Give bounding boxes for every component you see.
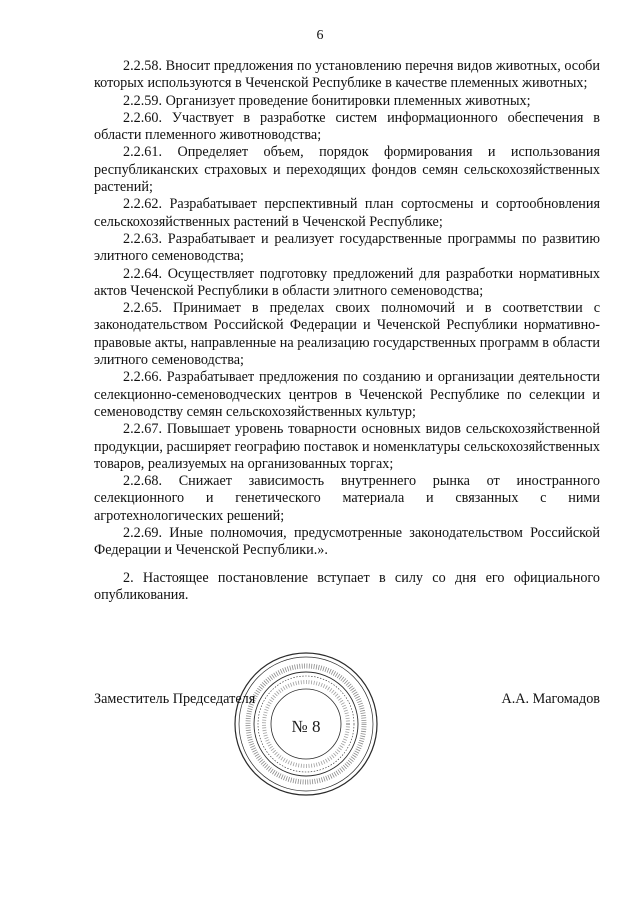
paragraph-2-2-60: 2.2.60. Участвует в разработке систем информационного обеспечения в области племенного животноводства; — [94, 109, 600, 144]
signature-position: Заместитель Председателя — [94, 691, 256, 707]
paragraph-2-2-64: 2.2.64. Осуществляет подготовку предложений для разработки нормативных актов Чеченской Республики в области элитного семеноводства; — [94, 265, 600, 299]
seal-number: № 8 — [291, 717, 321, 736]
paragraph-2-2-68: 2.2.68. Снижает зависимость внутреннего рынка от иностранного селекционного и генетического материала и связанных с ними агротехнологических решений; — [94, 473, 600, 524]
paragraph-2-2-66: 2.2.66. Разрабатывает предложения по созданию и организации деятельности селекционно-семеноводческих центров в Чеченской Республике по селекции и семеноводству семян сельскохозяйственных культур; — [94, 369, 600, 420]
paragraph-2-2-67: 2.2.67. Повышает уровень товарности основных видов сельскохозяйственной продукции, расширяет географию поставок и номенклатуры сельскохозяйственных товаров, реализуемых на организованных торгах; — [94, 421, 600, 472]
signature-name: А.А. Магомадов — [501, 691, 600, 707]
document-body — [94, 58, 600, 604]
paragraph-2-2-69: 2.2.69. Иные полномочия, предусмотренные законодательством Российской Федерации и Чеченской Республики.». — [94, 525, 600, 559]
paragraph-2-2-59: 2.2.59. Организует проведение бонитировки племенных животных; — [123, 92, 531, 109]
page-number: 6 — [316, 28, 324, 43]
paragraph-2-2-62: 2.2.62. Разрабатывает перспективный план сортосмены и сортообновления сельскохозяйственных растений в Чеченской Республике; — [94, 196, 600, 230]
paragraph-2-2-63: 2.2.63. Разрабатывает и реализует государственные программы по развитию элитного семеноводства; — [94, 230, 600, 265]
paragraph-2-2-61: 2.2.61. Определяет объем, порядок формирования и использования республиканских страховых и переходящих фондов семян сельскохозяйственных растений; — [94, 144, 600, 196]
final-paragraph: 2. Настоящее постановление вступает в силу со дня его официального опубликования. — [94, 569, 600, 603]
official-seal — [232, 650, 380, 798]
paragraph-2-2-65: 2.2.65. Принимает в пределах своих полномочий и в соответствии с законодательством Российской Федерации и Чеченской Республики нормативно-правовые акты, направленные на реализацию государственных программ в области элитного семеноводства; — [94, 300, 600, 369]
paragraph-2-2-58: 2.2.58. Вносит предложения по установлению перечня видов животных, особи которых используются в Чеченской Республике в качестве племенных животных; — [94, 58, 600, 92]
